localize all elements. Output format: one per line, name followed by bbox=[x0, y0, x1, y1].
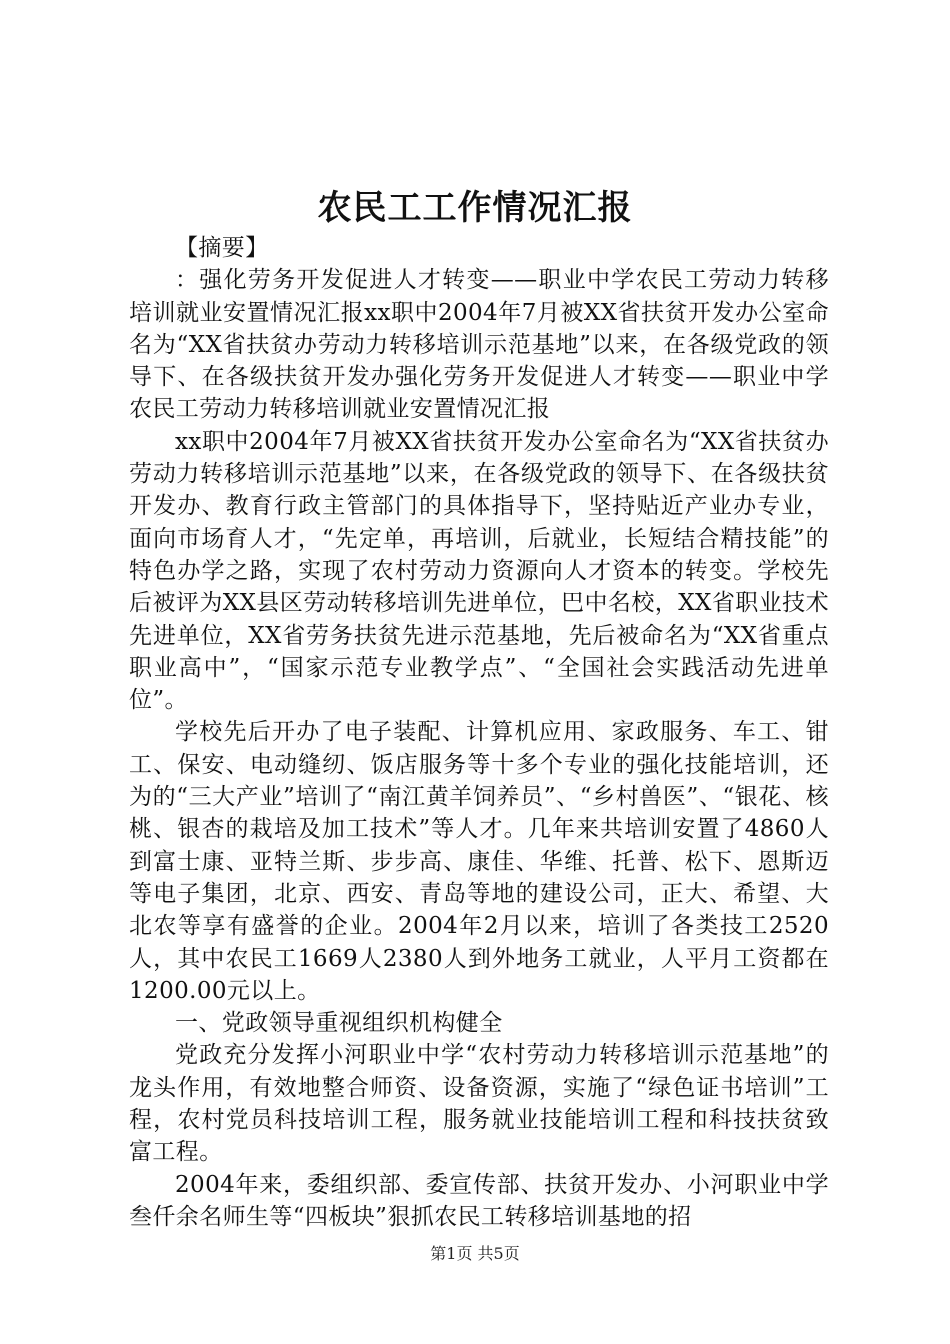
body-paragraph-3: 党政充分发挥小河职业中学“农村劳动力转移培训示范基地”的龙头作用，有效地整合师资、设备资源，实施了“绿色证书培训”工程，农村党员科技培训工程，服务就业技能培训工程和科技扶贫致富工程。 bbox=[129, 1042, 829, 1166]
body-paragraph-4: 2004年来，委组织部、委宣传部、扶贫开发办、小河职业中学叁仟余名师生等“四板块”狠抓农民工转移培训基地的招 bbox=[129, 1171, 829, 1230]
page-footer: 第1页 共5页 bbox=[430, 1244, 520, 1263]
document-title: 农民工工作情况汇报 bbox=[317, 188, 633, 228]
body-paragraph-2: 学校先后开办了电子装配、计算机应用、家政服务、车工、钳工、保安、电动缝纫、饭店服务等十多个专业的强化技能培训，还为的“三大产业”培训了“南江黄羊饲养员”、“乡村兽医”、“银花、核桃、银杏的栽培及加工技术”等人才。几年来共培训安置了4860人到富士康、亚特兰斯、步步高、康佳、华维、托普、松下、恩斯迈等电子集团，北京、西安、青岛等地的建设公司，正大、希望、大北农等享有盛誉的企业。2004年2月以来，培训了各类技工2520人，其中农民工1669人2380人到外地务工就业，人平月工资都在1200.00元以上。 bbox=[129, 719, 829, 1004]
abstract-paragraph: ：强化劳务开发促进人才转变——职业中学农民工劳动力转移培训就业安置情况汇报xx职中2004年7月被XX省扶贫开发办公室命名为“XX省扶贫办劳动力转移培训示范基地”以来，在各级党政的领导下、在各级扶贫开发办强化劳务开发促进人才转变——职业中学农民工劳动力转移培训就业安置情况汇报 bbox=[129, 267, 829, 423]
document-body bbox=[129, 232, 829, 1233]
body-paragraph-1: xx职中2004年7月被XX省扶贫开发办公室命名为“XX省扶贫办劳动力转移培训示范基地”以来，在各级党政的领导下、在各级扶贫开发办、教育行政主管部门的具体指导下，坚持贴近产业办专业，面向市场育人才，“先定单，再培训，后就业，长短结合精技能”的特色办学之路，实现了农村劳动力资源向人才资本的转变。学校先后被评为XX县区劳动转移培训先进单位，巴中名校，XX省职业技术先进单位，XX省劳务扶贫先进示范基地，先后被命名为“XX省重点职业高中”，“国家示范专业教学点”、“全国社会实践活动先进单位”。 bbox=[129, 428, 829, 714]
section-heading-1: 一、党政领导重视组织机构健全 bbox=[175, 1010, 503, 1037]
abstract-heading: 【摘要】 bbox=[175, 235, 269, 261]
